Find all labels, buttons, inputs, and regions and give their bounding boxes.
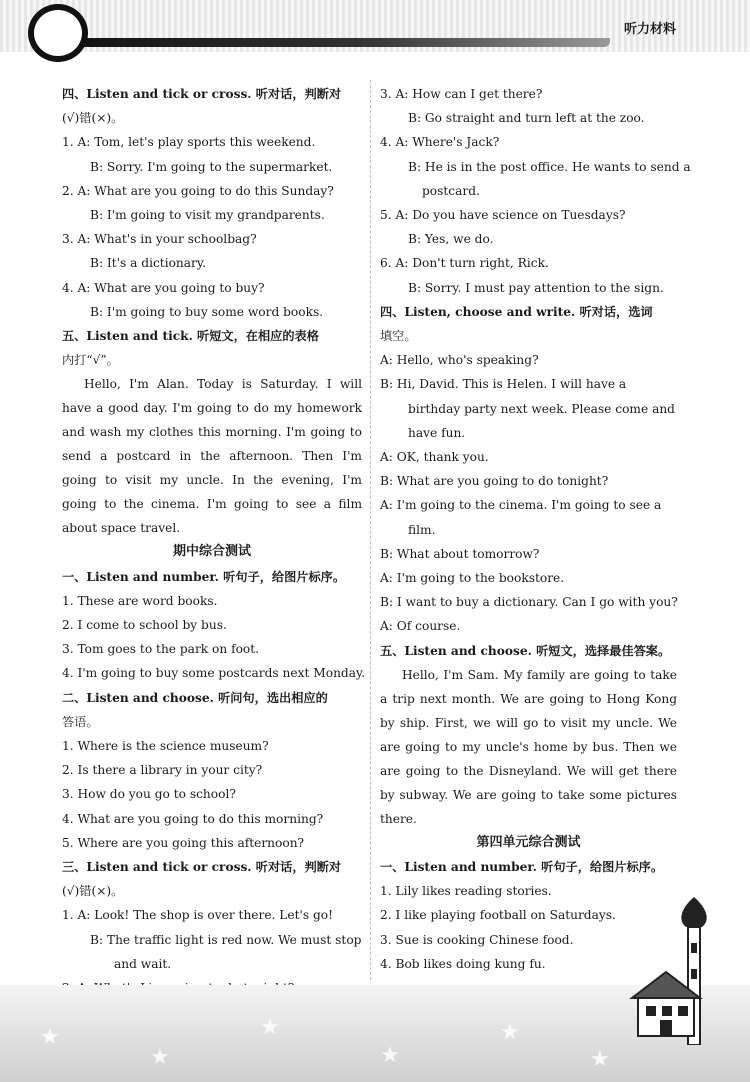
test-title: 第四单元综合测试 xyxy=(476,834,581,850)
dialog-line: B: What about tomorrow? xyxy=(380,546,540,561)
dialog-line: 3. A: How can I get there? xyxy=(380,87,543,101)
section-heading-cont: (√)错(×)。 xyxy=(62,884,124,899)
header-bar xyxy=(60,38,610,47)
dialog-line: B: Sorry. I must pay attention to the sign. xyxy=(408,280,664,295)
list-item: 2. I come to school by bus. xyxy=(62,618,227,633)
dialog-line: A: Of course. xyxy=(380,619,461,634)
list-item: 4. I'm going to buy some postcards next Monday. xyxy=(62,666,366,681)
section-heading: 五、Listen and tick. 听短文，在相应的表格 xyxy=(62,329,319,344)
dialog-line: B: It's a dictionary. xyxy=(90,256,207,271)
right-column xyxy=(380,82,691,976)
list-item: 5. Where are you going this afternoon? xyxy=(62,835,305,850)
dialog-line: B: Sorry. I'm going to the supermarket. xyxy=(90,159,333,174)
star-icon: ★ xyxy=(40,1025,60,1050)
section-heading: 二、Listen and choose. 听问句，选出相应的 xyxy=(62,690,328,705)
dialog-line: 3. A: What's in your schoolbag? xyxy=(62,232,257,247)
list-item: 4. What are you going to do this morning? xyxy=(62,811,324,826)
section-heading-cont: 内打“√”。 xyxy=(62,353,119,368)
page-section-title: 听力材料 xyxy=(624,22,677,37)
section-heading-cont: (√)错(×)。 xyxy=(62,111,124,126)
section-heading: 一、Listen and number. 听句子，给图片标序。 xyxy=(380,860,664,875)
dialog-line: B: I'm going to buy some word books. xyxy=(90,304,324,319)
section-heading: 四、Listen and tick or cross. 听对话，判断对 xyxy=(62,87,342,101)
dialog-line: B: Yes, we do. xyxy=(408,232,494,247)
list-item: 3. Sue is cooking Chinese food. xyxy=(380,932,574,947)
dialog-line: have fun. xyxy=(408,425,466,440)
section-heading: 五、Listen and choose. 听短文，选择最佳答案。 xyxy=(380,643,671,658)
list-item: 3. Tom goes to the park on foot. xyxy=(62,642,260,657)
list-item: 3. How do you go to school? xyxy=(62,787,236,802)
house-icon xyxy=(628,968,704,1038)
section-heading-cont: 答语。 xyxy=(62,714,99,729)
dialog-line: A: I'm going to the cinema. I'm going to see a xyxy=(380,498,662,513)
dialog-line: and wait. xyxy=(114,956,172,971)
section-heading-cont: 填空。 xyxy=(380,329,417,344)
section-heading: 三、Listen and tick or cross. 听对话，判断对 xyxy=(62,860,342,875)
column-divider xyxy=(370,80,372,980)
dialog-line: B: Go straight and turn left at the zoo. xyxy=(408,111,645,126)
dialog-line: A: OK, thank you. xyxy=(380,450,489,465)
star-icon: ★ xyxy=(590,1047,610,1072)
dialog-line: 1. A: Look! The shop is over there. Let's go! xyxy=(62,908,334,923)
dialog-line: 1. A: Tom, let's play sports this weekend. xyxy=(62,135,316,150)
dialog-line: birthday party next week. Please come and xyxy=(408,401,675,416)
dialog-line: B: He is in the post office. He wants to send a xyxy=(408,159,691,174)
dialog-line: film. xyxy=(408,522,436,537)
list-item: 4. Bob likes doing kung fu. xyxy=(380,956,546,971)
star-icon: ★ xyxy=(260,1015,280,1040)
list-item: 2. I like playing football on Saturdays. xyxy=(380,908,616,923)
star-icon: ★ xyxy=(500,1020,520,1045)
circle-icon xyxy=(28,4,88,62)
dialog-line: A: Hello, who's speaking? xyxy=(380,353,539,368)
list-item: 2. Is there a library in your city? xyxy=(62,763,263,778)
section-heading: 一、Listen and number. 听句子，给图片标序。 xyxy=(62,569,346,584)
left-column xyxy=(62,82,366,1025)
star-icon: ★ xyxy=(380,1043,400,1068)
section-heading: 四、Listen, choose and write. 听对话，选词 xyxy=(380,304,653,319)
list-item: 1. Where is the science museum? xyxy=(62,739,269,754)
passage: Hello, I'm Alan. Today is Saturday. I will have a good day. I'm going to do my homework and wash my clothes this morning. I'm going to send a postcard in the afternoon. Then I'm going to visit my uncle. In the evening, I'm going to the cinema. I'm going to see a film about space travel. xyxy=(62,377,362,536)
dialog-line: 5. A: Do you have science on Tuesdays? xyxy=(380,208,626,223)
dialog-line: 4. A: Where's Jack? xyxy=(380,135,500,150)
dialog-line: B: What are you going to do tonight? xyxy=(380,474,609,489)
dialog-line: B: I'm going to visit my grandparents. xyxy=(90,208,325,223)
list-item: 1. These are word books. xyxy=(62,593,218,608)
dialog-line: 2. A: What are you going to do this Sunday? xyxy=(62,183,334,198)
dialog-line: B: I want to buy a dictionary. Can I go with you? xyxy=(380,595,678,610)
dialog-line: 6. A: Don't turn right, Rick. xyxy=(380,256,549,271)
test-title: 期中综合测试 xyxy=(172,544,251,560)
dialog-line: postcard. xyxy=(422,183,480,198)
dialog-line: B: Hi, David. This is Helen. I will have a xyxy=(380,377,627,392)
dialog-line: A: I'm going to the bookstore. xyxy=(380,571,565,586)
star-icon: ★ xyxy=(150,1045,170,1070)
passage: Hello, I'm Sam. My family are going to take a trip next month. We are going to Hong Kong by ship. First, we will go to visit my uncle. We are going to my uncle's home by bus. Then we are going to the Disneyland. We will get there by subway. We are going to take some pictures there. xyxy=(380,667,677,826)
dialog-line: B: The traffic light is red now. We must stop xyxy=(90,932,362,947)
dialog-line: 4. A: What are you going to buy? xyxy=(62,280,265,295)
list-item: 1. Lily likes reading stories. xyxy=(380,884,552,899)
